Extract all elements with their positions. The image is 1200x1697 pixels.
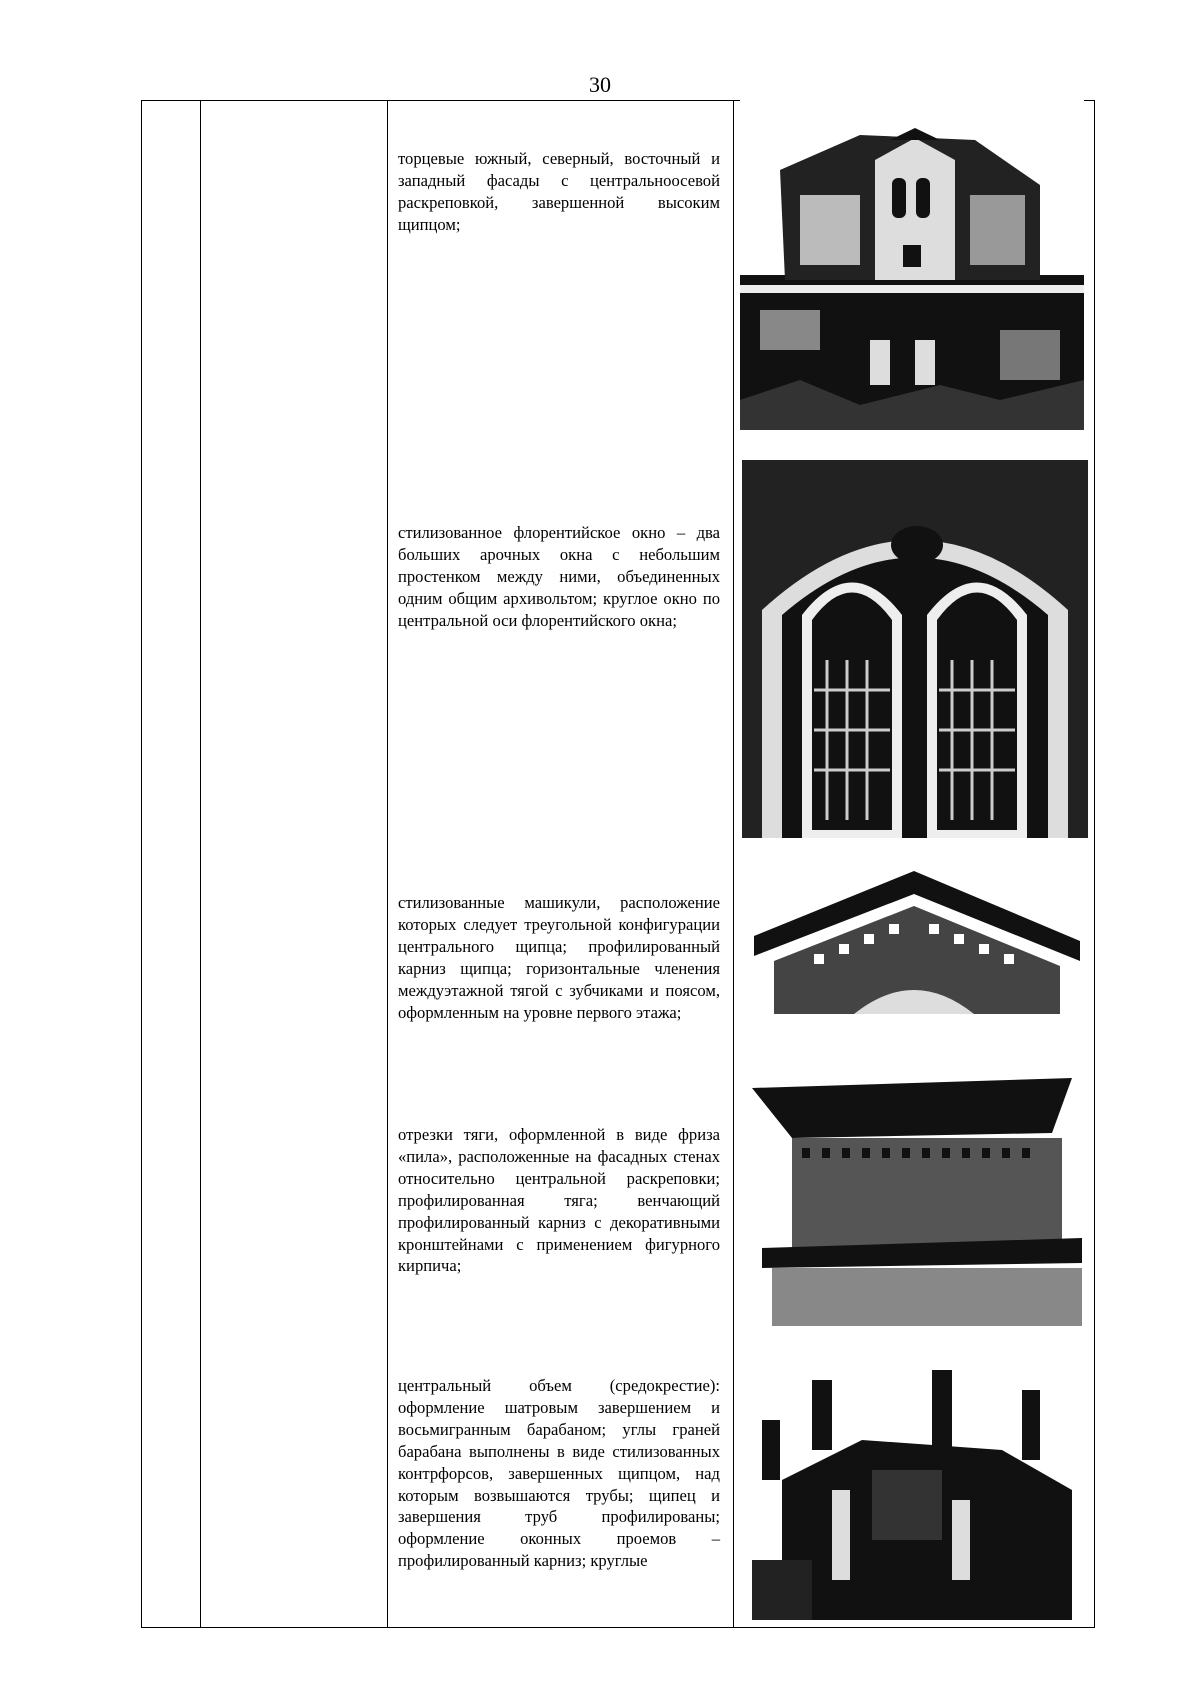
drum-chimneys-photo [752, 1360, 1082, 1620]
row-1-description [398, 148, 720, 236]
page-number: 30 [589, 72, 611, 97]
column-divider [387, 101, 388, 1627]
description-paragraph: отрезки тяги, оформленной в виде фриза «пила», расположенные на фасадных стенах относительно центральной раскреповки; профилированная тяга; венчающий профилированный карниз с декоративными кронштейнами с применением фигурного кирпича; [398, 1125, 720, 1276]
description-paragraph: торцевые южный, северный, восточный и западный фасады с центральноосевой раскреповкой, завершенной высоким щипцом; [398, 149, 720, 234]
column-divider [733, 101, 734, 1627]
facade-photo [740, 100, 1084, 430]
cornice-photo [752, 1058, 1082, 1326]
column-divider [200, 101, 201, 1627]
row-2-description [398, 522, 720, 632]
gable-machicolation-photo [754, 866, 1080, 1014]
description-paragraph: стилизованное флорентийское окно – два больших арочных окна с небольшим простенком между ними, объединенных одним общим архивольтом; круглое окно по центральной оси флорентийского окна; [398, 523, 720, 630]
description-paragraph: центральный объем (средокрестие): оформление шатровым завершением и восьмигранным барабаном; углы граней барабана выполнены в виде стилизованных контрфорсов, завершенных щипцом, над которым возвышаются трубы; щипец и завершения труб профилированы; оформление оконных проемов – профилированный карниз; круглые [398, 1376, 720, 1571]
description-paragraph: стилизованные машикули, расположение которых следует треугольной конфигурации центрального щипца; профилированный карниз щипца; горизонтальные членения междуэтажной тягой с зубчиками и поясом, оформленным на уровне первого этажа; [398, 893, 720, 1022]
row-5-description [398, 1375, 720, 1572]
florentine-window-photo [742, 460, 1088, 838]
row-4-description [398, 1124, 720, 1277]
row-3-description [398, 892, 720, 1023]
